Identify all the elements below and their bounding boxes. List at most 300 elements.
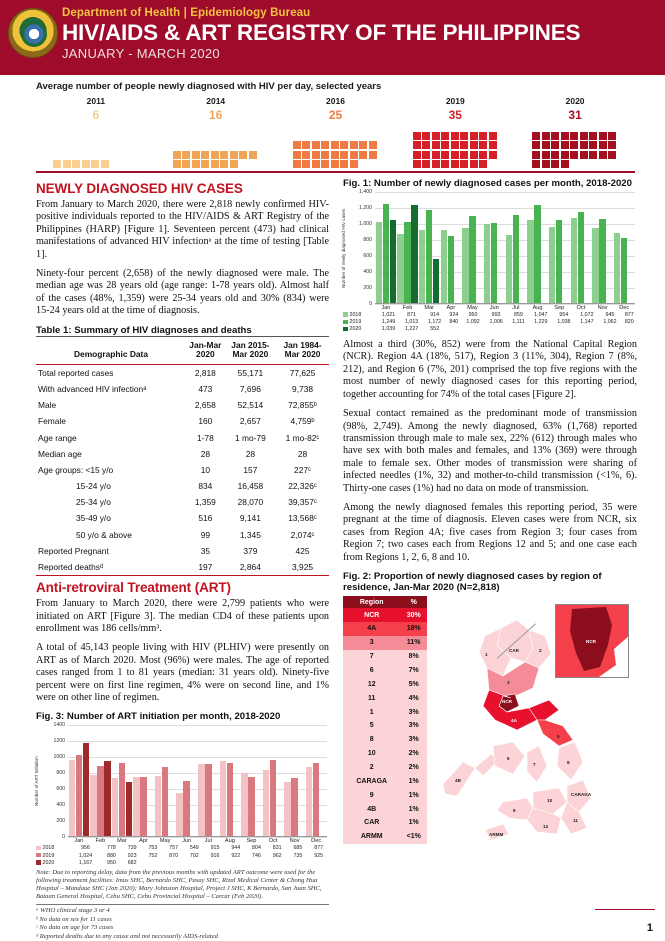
doh-seal-icon xyxy=(8,8,58,58)
table1-cell: 28 xyxy=(200,448,211,459)
bar-2018-Feb xyxy=(90,775,97,837)
footnote-divider xyxy=(36,904,329,905)
map-label-2: 2 xyxy=(539,647,542,653)
infographic-square xyxy=(230,151,238,159)
table1-cell: 28 xyxy=(297,448,308,459)
bar-2018-Apr xyxy=(441,230,448,304)
infographic-square xyxy=(413,132,421,140)
bar-group-Nov xyxy=(592,192,614,304)
infographic-square xyxy=(413,141,421,149)
legend-swatch-2019 xyxy=(343,320,348,325)
y-axis-label: Number of ART initiation xyxy=(34,756,39,806)
bar-2019-Nov xyxy=(599,219,606,304)
infographic-square xyxy=(249,151,257,159)
region-row-6 xyxy=(343,664,427,678)
y-tick-label: 800 xyxy=(363,236,373,243)
series-value: 831 xyxy=(272,845,282,852)
series-value: 804 xyxy=(252,845,261,852)
bar-group-Aug xyxy=(527,192,549,304)
region-name: 4B xyxy=(367,805,377,813)
bar-groups xyxy=(68,725,327,837)
region-percent: 2% xyxy=(408,764,419,772)
series-value: 1,147 xyxy=(580,319,594,326)
bar-2018-Oct xyxy=(571,218,578,304)
paragraph-pregnant: Among the newly diagnosed females this reporting period, 35 were pregnant at the time of diagnosis. Eleven cases were from NCR, six cases from Region 4A; five cases from Region 3; four cases from Region 7; two cases each from Regions 12 and 5; and one case each from Regions 1, 2, 6, 8 and 10. xyxy=(343,501,637,563)
infographic-square xyxy=(561,151,569,159)
series-value: 859 xyxy=(514,312,523,319)
bar-2018-Dec xyxy=(614,233,621,303)
bar-2019-Jun xyxy=(491,223,498,303)
philippines-choropleth-map xyxy=(433,596,629,844)
infographic-square xyxy=(479,160,487,168)
series-value: 1,021 xyxy=(381,312,396,319)
series-value: 954 xyxy=(559,312,569,319)
table1-cell: 39,357ᶜ xyxy=(288,497,317,508)
infographic-title: Average number of people newly diagnosed with HIV per day, selected years xyxy=(36,81,382,92)
bar-group-Feb xyxy=(397,192,419,304)
x-tick-label: Jun xyxy=(489,304,499,311)
y-tick-label: 400 xyxy=(363,268,373,275)
infographic-square-grid xyxy=(293,141,379,168)
bar-2018-Nov xyxy=(592,228,599,304)
infographic-square xyxy=(340,141,348,149)
series-value: 752 xyxy=(148,852,158,859)
series-value xyxy=(184,859,205,866)
infographic-columns xyxy=(36,96,635,168)
legend-label-2018: 2018 xyxy=(36,845,70,852)
infographic-square xyxy=(72,160,80,168)
bar-2019-Sep xyxy=(248,777,255,837)
infographic-square xyxy=(441,132,449,140)
infographic-square xyxy=(532,132,540,140)
infographic-square xyxy=(580,141,588,149)
infographic-square xyxy=(293,151,301,159)
x-tick-label: Jul xyxy=(204,837,212,844)
two-column-body xyxy=(0,173,665,941)
infographic-square xyxy=(589,132,597,140)
infographic-square xyxy=(239,151,247,159)
bar-2019-Dec xyxy=(621,238,628,304)
x-tick-label: Jan xyxy=(74,837,84,844)
bar-group-Dec xyxy=(305,725,327,837)
infographic-square xyxy=(470,151,478,159)
series-value: 923 xyxy=(127,852,137,859)
x-tick-label: Oct xyxy=(576,304,586,311)
table-row xyxy=(36,527,329,543)
table1-header-3: Jan 1984-Mar 2020 xyxy=(276,336,329,364)
table1-cell: 834 xyxy=(198,481,213,492)
series-value xyxy=(485,326,508,333)
series-value: 922 xyxy=(231,852,241,859)
bar-group-Apr xyxy=(440,192,462,304)
bar-2018-Jun xyxy=(176,793,183,837)
infographic-square-grid xyxy=(413,132,499,169)
infographic-square xyxy=(551,151,559,159)
series-value xyxy=(246,859,267,866)
bar-2019-Aug xyxy=(534,205,541,303)
infographic-square xyxy=(340,160,348,168)
region-percent: 18% xyxy=(406,625,421,633)
bar-2018-Apr xyxy=(133,777,140,837)
infographic-square xyxy=(230,160,238,168)
series-value: 1,038 xyxy=(557,319,571,326)
region-percent: 8% xyxy=(408,653,419,661)
y-tick-label: 1,200 xyxy=(359,204,373,211)
bar-2018-Jul xyxy=(198,764,205,837)
series-value: 1,249 xyxy=(381,319,396,326)
table1-caption: Table 1: Summary of HIV diagnoses and deaths xyxy=(36,324,252,336)
infographic-square xyxy=(369,141,377,149)
series-row-2018 xyxy=(343,312,637,319)
bar-2019-Jan xyxy=(76,755,83,837)
infographic-column-2016 xyxy=(276,96,396,168)
infographic-square xyxy=(350,141,358,149)
infographic-value: 35 xyxy=(448,108,462,122)
region-row-5 xyxy=(343,719,427,733)
series-value: 702 xyxy=(189,852,199,859)
series-value: 880 xyxy=(107,852,116,859)
footnote: ᵇ No data on sex for 11 cases xyxy=(36,915,112,923)
x-tick-label: May xyxy=(467,304,478,311)
ncr-inset-map xyxy=(555,604,629,678)
x-tick-label: Nov xyxy=(289,837,300,844)
region-row-10 xyxy=(343,747,427,761)
bar-2019-Feb xyxy=(97,766,104,836)
infographic-square xyxy=(580,151,588,159)
infographic-square xyxy=(220,151,228,159)
infographic-square xyxy=(542,151,550,159)
fig3-x-axis-labels xyxy=(68,837,327,844)
region-percent: 1% xyxy=(408,805,419,813)
table-row xyxy=(36,397,329,413)
region-name: 5 xyxy=(369,722,374,730)
infographic-square xyxy=(302,141,310,149)
x-tick-label: Jun xyxy=(182,837,192,844)
x-tick-label: Sep xyxy=(554,304,565,311)
y-tick-label: 200 xyxy=(363,284,373,291)
series-value: 739 xyxy=(127,845,137,852)
infographic-column-2014 xyxy=(156,96,276,168)
table1-row-label: 50 y/o & above xyxy=(76,529,132,540)
table1-cell: 1,359 xyxy=(194,497,216,508)
table-row xyxy=(36,429,329,445)
bar-2020-Jan xyxy=(390,220,397,303)
series-value: 877 xyxy=(624,312,634,319)
infographic-square xyxy=(173,151,181,159)
region-percent: 3% xyxy=(408,708,419,716)
legend-swatch-2019 xyxy=(36,853,41,858)
paragraph-newly-diagnosed-2: Ninety-four percent (2,658) of the newly diagnosed were male. The median age was 28 years old (age range: 1-78 years old). Almost half of the cases (48%, 1,359) were 25-34 years old and 30% (834) were 15-24 years old at the time of diagnosis. xyxy=(36,268,330,317)
infographic-square xyxy=(302,151,310,159)
legend-swatch-2018 xyxy=(36,846,41,851)
series-value: 1,072 xyxy=(580,312,594,319)
infographic-square xyxy=(350,160,358,168)
infographic-square xyxy=(489,141,497,149)
series-value: 753 xyxy=(148,845,158,852)
region-row-ARMM xyxy=(343,830,427,844)
series-row-2020 xyxy=(36,859,329,866)
series-value: 735 xyxy=(293,852,303,859)
x-axis xyxy=(68,836,327,837)
table1-cell: 516 xyxy=(198,513,213,524)
infographic-square xyxy=(441,151,449,159)
infographic-square xyxy=(532,151,540,159)
table-row xyxy=(36,381,329,397)
series-value: 1,039 xyxy=(381,326,396,333)
region-name: 4A xyxy=(367,625,377,633)
bar-2019-Oct xyxy=(578,212,585,304)
infographic-value: 25 xyxy=(328,108,343,122)
series-value: 962 xyxy=(272,852,282,859)
region-name: 8 xyxy=(369,736,374,744)
infographic-square xyxy=(422,141,430,149)
x-tick-label: Mar xyxy=(424,304,435,311)
region-name: CARAGA xyxy=(356,777,388,785)
bar-group-May xyxy=(462,192,484,304)
footer-divider xyxy=(595,909,655,910)
series-row-2020 xyxy=(343,326,637,333)
x-tick-label: Dec xyxy=(619,304,630,311)
bar-2018-Jun xyxy=(484,224,491,303)
infographic-square xyxy=(599,151,607,159)
bar-2019-Aug xyxy=(227,763,234,837)
bar-group-Jan xyxy=(375,192,397,304)
table1-row-label: 35-49 y/o xyxy=(76,513,111,524)
region-percent: 5% xyxy=(408,680,419,688)
infographic-square xyxy=(192,160,200,168)
section-heading-art: Anti-retroviral Treatment (ART) xyxy=(36,580,231,596)
table1-cell: 1 mo-79 xyxy=(235,432,266,443)
bar-group-Oct xyxy=(262,725,284,837)
series-value: 1,024 xyxy=(78,852,93,859)
infographic-square xyxy=(589,151,597,159)
reporting-delay-note: Note: Due to reporting delay, data from the previous months with updated ART outcome were used for the following treatment facilities: Imus SHC, Bernardo SHC, Pasay SHC, Rizal Medical Center & Chong Hua Hospital – Mandaue SHC (Jan 2020); Mary Johnston Hospital, Project J SHC, K Bernardo, San Juan SHC, Bataan General Hospital, Cebu SHC, Cebu Provincial Hospital – Carcar (Feb 2020). xyxy=(36,869,322,901)
bar-2019-Sep xyxy=(556,220,563,303)
series-value: 924 xyxy=(449,312,459,319)
table1-cell: 227ᶜ xyxy=(294,464,311,475)
bar-group-Jun xyxy=(483,192,505,304)
infographic-square xyxy=(201,160,209,168)
infographic-square xyxy=(451,132,459,140)
table-row xyxy=(36,446,329,462)
table1-cell: 13,568ᶜ xyxy=(288,513,317,524)
fig2-region-map xyxy=(343,596,637,844)
series-value: 925 xyxy=(314,852,324,859)
region-table-body xyxy=(343,608,427,844)
region-name: 6 xyxy=(369,667,374,675)
region-table-header xyxy=(343,596,427,608)
table1-header-0: Demographic Data xyxy=(36,336,186,364)
infographic-square xyxy=(293,141,301,149)
region-name: 3 xyxy=(369,639,374,647)
infographic-square xyxy=(451,141,459,149)
table1-cell: 28,070 xyxy=(237,497,264,508)
table1-cell: 1 mo-82ᶜ xyxy=(285,432,320,443)
series-value: 915 xyxy=(210,845,220,852)
infographic-value: 6 xyxy=(92,108,100,122)
series-value xyxy=(267,859,288,866)
table1-cell: 55,171 xyxy=(237,367,264,378)
infographic-square xyxy=(561,160,569,168)
series-value: 1,013 xyxy=(404,319,419,326)
y-tick-label: 600 xyxy=(363,252,373,259)
series-value: 1,172 xyxy=(428,319,442,326)
x-tick-label: Jan xyxy=(381,304,391,311)
series-value xyxy=(308,859,329,866)
bar-2019-Jul xyxy=(513,215,520,304)
x-tick-label: Dec xyxy=(311,837,322,844)
bar-2018-Aug xyxy=(220,761,227,837)
table-row xyxy=(36,462,329,478)
region-percent: 4% xyxy=(408,694,419,702)
fig1-chart xyxy=(341,188,637,334)
map-label-3: 3 xyxy=(507,679,510,685)
bar-2018-Feb xyxy=(397,234,404,304)
y-tick-label: 400 xyxy=(56,801,65,808)
infographic-square xyxy=(570,132,578,140)
bar-2018-May xyxy=(462,228,469,304)
infographic-square xyxy=(312,160,320,168)
infographic-square xyxy=(369,151,377,159)
y-axis-label: Number of newly diagnosed HIV cases xyxy=(341,207,347,288)
series-value: 1,047 xyxy=(534,312,548,319)
series-value xyxy=(143,859,164,866)
infographic-square-grid xyxy=(173,151,259,169)
region-name: 10 xyxy=(367,750,376,758)
table1-cell: 77,625 xyxy=(289,367,316,378)
y-tick-label: 0 xyxy=(62,833,65,840)
infographic-square xyxy=(220,160,228,168)
footnote: ᵈ Reported deaths due to any cause and not necessarily AIDS-related xyxy=(36,932,218,940)
y-tick-label: 1400 xyxy=(53,721,65,728)
table1-cell: 9,738 xyxy=(292,383,314,394)
series-value: 944 xyxy=(231,845,241,852)
bar-2019-Jan xyxy=(383,204,390,304)
table-row xyxy=(36,559,329,576)
series-value: 1,229 xyxy=(534,319,548,326)
series-value: 1,062 xyxy=(603,319,617,326)
region-row-CAR xyxy=(343,816,427,830)
table1-cell: 10 xyxy=(200,464,211,475)
region-percent: 3% xyxy=(408,722,419,730)
infographic-year: 2014 xyxy=(206,96,226,106)
infographic-square xyxy=(211,151,219,159)
series-row-2019 xyxy=(36,852,329,859)
map-label-5: 5 xyxy=(557,733,560,739)
bar-2019-Mar xyxy=(426,210,433,304)
table1-cell: 22,326ᶜ xyxy=(288,481,317,492)
table-region-proportion xyxy=(343,596,427,844)
infographic-square xyxy=(359,151,367,159)
x-tick-label: May xyxy=(159,837,171,844)
bar-2018-Jan xyxy=(376,222,383,304)
y-tick-label: 600 xyxy=(56,785,65,792)
map-label-10: 10 xyxy=(547,797,553,803)
y-tick-label: 200 xyxy=(56,817,65,824)
bar-groups xyxy=(375,192,635,304)
table1-cell: 99 xyxy=(200,529,211,540)
table1-cell: 4,759ᵇ xyxy=(290,416,315,427)
infographic-square xyxy=(599,141,607,149)
x-tick-label: Feb xyxy=(95,837,106,844)
footnote-list xyxy=(36,907,329,941)
region-name: 12 xyxy=(367,680,376,688)
map-label-4B: 4B xyxy=(455,777,461,783)
bar-group-Mar xyxy=(111,725,133,837)
bar-2018-Jan xyxy=(69,760,76,836)
bar-group-Apr xyxy=(133,725,155,837)
map-label-4A: 4A xyxy=(511,717,517,723)
region-percent: 1% xyxy=(408,819,419,827)
infographic-square xyxy=(182,160,190,168)
table-body xyxy=(36,364,329,575)
paragraph-newly-diagnosed-1: From January to March 2020, there were 2,818 newly confirmed HIV-positive individuals reported to the HIV/AIDS & ART Registry of the Philippines (HARP) [Figure 1]. Seventeen percent (473) had clinical manifestations of advanced HIV infectionᵃ at the time of testing [Table 1]. xyxy=(36,199,330,260)
table1-cell: 3,925 xyxy=(276,559,329,576)
table-row xyxy=(36,543,329,559)
bar-2020-Feb xyxy=(104,761,111,837)
infographic-square xyxy=(470,132,478,140)
region-percent: 1% xyxy=(408,777,419,785)
infographic-square xyxy=(460,132,468,140)
series-value: 956 xyxy=(81,845,90,852)
series-value xyxy=(205,859,226,866)
table1-cell: 379 xyxy=(243,545,258,556)
table-hiv-diagnoses-deaths xyxy=(36,336,329,576)
map-label-6: 6 xyxy=(507,755,510,761)
series-value xyxy=(598,326,621,333)
infographic-square xyxy=(570,141,578,149)
infographic-square xyxy=(532,160,540,168)
series-value: 840 xyxy=(449,319,459,326)
bar-2019-Jul xyxy=(205,764,212,837)
infographic-square xyxy=(479,132,487,140)
bar-group-May xyxy=(154,725,176,837)
table1-row-label: 25-34 y/o xyxy=(76,497,111,508)
table1-cell: 16,458 xyxy=(237,481,264,492)
infographic-square xyxy=(608,151,616,159)
region-name: NCR xyxy=(364,611,380,619)
bar-group-Jan xyxy=(68,725,90,837)
paragraph-art-1: From January to March 2020, there were 2,799 patients who were initiated on ART [Figure 3]. The median CD4 of these patients upon enrollment was 186 cells/mm³. xyxy=(36,598,330,634)
infographic-square xyxy=(413,160,421,168)
y-tick-label: 0 xyxy=(369,300,373,307)
region-percent: 30% xyxy=(406,611,421,619)
series-value xyxy=(446,326,461,333)
series-row-2018 xyxy=(36,845,329,852)
infographic-square xyxy=(608,132,616,140)
series-value: 871 xyxy=(407,312,416,319)
series-value: 1,227 xyxy=(404,326,419,333)
infographic-square xyxy=(479,151,487,159)
region-row-2 xyxy=(343,761,427,775)
table1-row-label: With advanced HIV infectionᵃ xyxy=(38,383,147,394)
bar-2018-Dec xyxy=(306,767,313,837)
x-tick-label: Apr xyxy=(446,304,456,311)
infographic-square xyxy=(470,141,478,149)
infographic-square xyxy=(542,141,550,149)
table1-row-label: Age groups: <15 y/o xyxy=(38,464,114,475)
infographic-square xyxy=(441,141,449,149)
infographic-column-2011 xyxy=(36,96,156,168)
infographic-year: 2019 xyxy=(445,96,465,106)
bar-2019-May xyxy=(469,216,476,303)
map-label-8: 8 xyxy=(567,759,570,765)
legend-label-2019: 2019 xyxy=(36,852,70,859)
x-tick-label: Sep xyxy=(246,837,257,844)
table1-cell: 1,345 xyxy=(239,529,261,540)
infographic-square xyxy=(422,132,430,140)
fig1-caption: Fig. 1: Number of newly diagnosed cases per month, 2018-2020 xyxy=(343,178,632,189)
